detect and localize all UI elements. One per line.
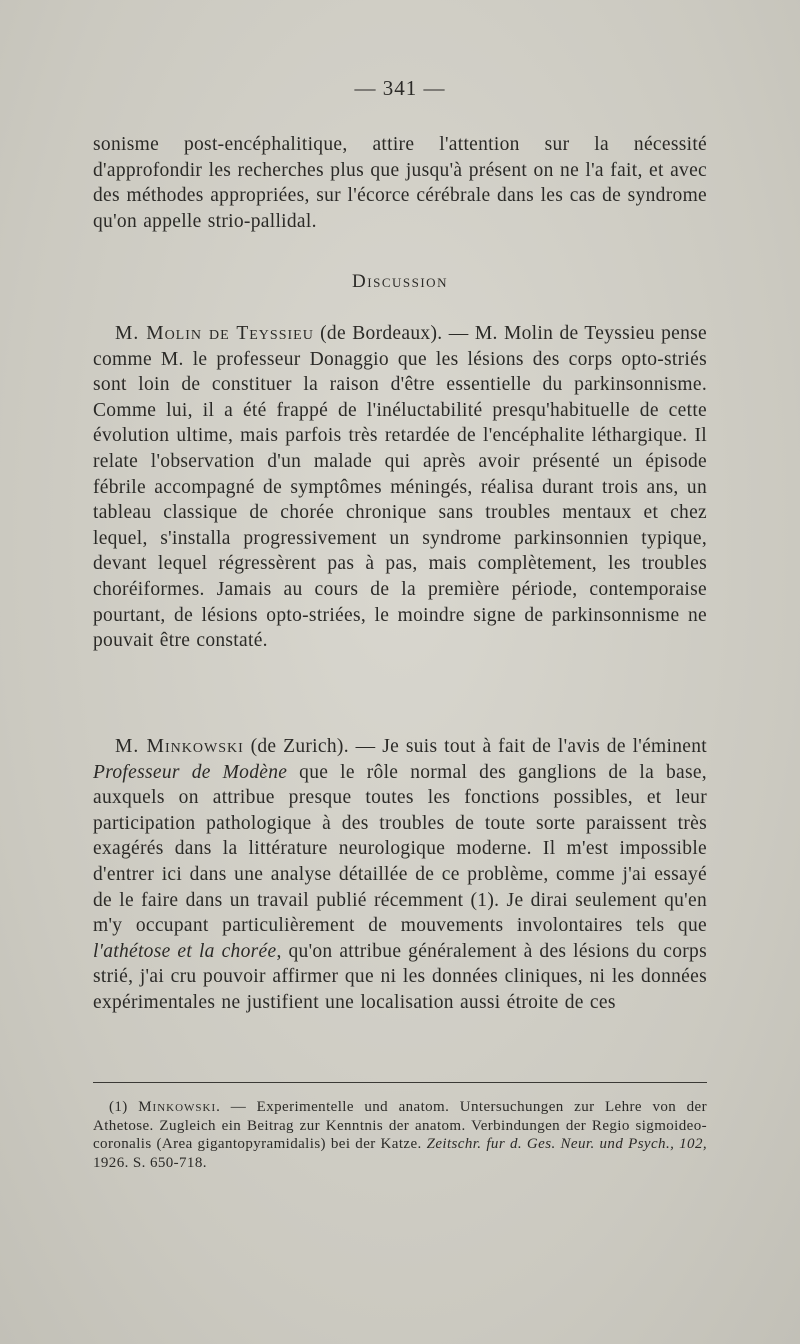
paragraph-body-part: , qu'on attribue généralement à des lésions du corps strié, j'ai cru pouvoir affirmer que ni les données cliniques, ni les données expérimentales ne justifient une localisation aussi étroite de ces bbox=[93, 940, 707, 1013]
italic-phrase: Professeur de Modène bbox=[93, 761, 288, 783]
footnote-journal: Zeitschr. fur d. Ges. Neur. und Psych., 102, bbox=[426, 1136, 708, 1152]
paragraph-body-part: que le rôle normal des ganglions de la base, auxquels on attribue presque toutes les fonctions possibles, et leur participation pathologique à des troubles de toute sorte paraissent très exagérés dans la littérature neurologique moderne. Il m'est impossible d'entrer ici dans une analyse détaillée de ce problème, comme j'ai essayé de le faire dans un travail publié récemment (1). Je dirai seulement qu'en m'y occupant particulièrement de mouvements involontaires tels que bbox=[93, 761, 707, 937]
footnote bbox=[93, 1098, 707, 1172]
footnote-text: 1926. S. 650-718. bbox=[93, 1154, 207, 1171]
paragraph-continuation: sonisme post-encéphalitique, attire l'attention sur la nécessité d'approfondir les recherches plus que jusqu'à présent on ne l'a fait, et avec des méthodes appropriées, sur l'écorce cérébrale dans les cas de syndrome qu'on appelle strio-pallidal. bbox=[93, 134, 707, 232]
footnote-mark: (1) bbox=[109, 1099, 139, 1115]
speaker-affiliation: (de Bordeaux). — bbox=[313, 323, 475, 344]
footnote-rule bbox=[93, 1082, 707, 1083]
footnote-author: Minkowski bbox=[138, 1099, 217, 1115]
paragraph-minkowski bbox=[93, 734, 707, 1016]
paragraph-body-part: Je suis tout à fait de l'avis de l'éminent bbox=[382, 736, 708, 757]
section-heading-discussion: Discussion bbox=[352, 271, 448, 292]
page-number: — 341 — bbox=[354, 76, 446, 100]
speaker-name: M. Molin de Teyssieu bbox=[115, 323, 314, 344]
speaker-affiliation: (de Zurich). — bbox=[243, 736, 383, 757]
italic-phrase: l'athétose et la chorée bbox=[93, 940, 277, 962]
paragraph-body: M. Molin de Teyssieu pense comme M. le professeur Donaggio que les lésions des corps opto-striés sont loin de constituer la raison d'être essentielle du parkinsonnisme. Comme lui, il a été frappé de l'inéluctabilité presqu'habituelle de cette évolution ultime, mais parfois très retardée de l'encéphalite léthargique. Il relate l'observation d'un malade qui après avoir présenté un épisode fébrile accompagné de symptômes méningés, réalisa durant trois ans, un tableau classique de chorée chronique sans troubles mentaux et chez lequel, s'installa progressivement un syndrome parkinsonnien typique, devant lequel régressèrent pas à pas, mais complètement, les troubles choréiformes. Jamais au cours de la première période, contemporaise pourtant, de lésions opto-striées, le moindre signe de parkinsonnisme ne pouvait être constaté. bbox=[93, 323, 707, 652]
speaker-name: M. Minkowski bbox=[115, 736, 244, 757]
footnote-text: . — Experimentelle und anatom. Untersuchungen zur Lehre von der Athetose. Zugleich ein Beitrag zur Kenntnis der anatom. Verbindungen der Regio sigmoideo-coronalis (Area gigantopyramidalis) bei der Katze. bbox=[93, 1099, 708, 1152]
paragraph-molin-de-teyssieu bbox=[93, 321, 707, 654]
